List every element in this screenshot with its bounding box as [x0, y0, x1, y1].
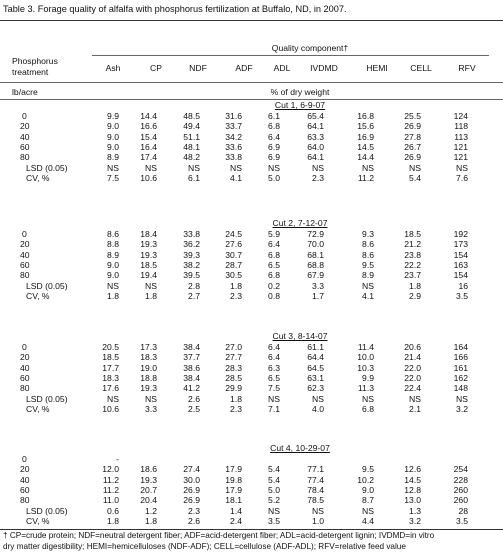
- cell-adf: 4.1: [230, 172, 242, 183]
- cell-rfv: 148: [453, 383, 468, 394]
- cell-ash: 8.6: [107, 229, 119, 239]
- cell-hemi: 4.4: [362, 515, 374, 526]
- cell-cell: 22.2: [404, 259, 421, 270]
- phosphorus-heading-line2: treatment: [12, 67, 49, 77]
- cell-ivdmd: 65.4: [307, 111, 324, 121]
- cell-hemi: 11.3: [357, 383, 374, 394]
- cell-adl: 6.4: [268, 352, 280, 363]
- column-header-adf: ADF: [235, 63, 253, 73]
- row-treatment: 0: [22, 342, 27, 352]
- cell-cell: NS: [409, 393, 421, 404]
- cell-adf: 30.7: [225, 249, 242, 260]
- cell-ndf: 2.5: [188, 403, 200, 414]
- cell-ndf: 26.9: [183, 495, 200, 506]
- row-treatment: 20: [20, 352, 30, 363]
- cell-ash: 1.8: [107, 515, 119, 526]
- row-treatment: 20: [20, 464, 30, 475]
- cell-ndf: 38.4: [183, 372, 200, 383]
- cell-adl: NS: [268, 162, 280, 173]
- cell-ivdmd: 1.0: [312, 515, 324, 526]
- cell-hemi: NS: [362, 280, 374, 291]
- cell-cp: 16.4: [140, 141, 157, 152]
- cell-adf: 29.9: [225, 383, 242, 394]
- cell-adf: 28.3: [225, 362, 242, 373]
- quality-component-underline: [92, 55, 489, 56]
- cell-hemi: 9.5: [362, 259, 374, 270]
- cell-cp: 18.5: [140, 259, 157, 270]
- cell-ivdmd: 77.1: [307, 464, 324, 475]
- quality-component-heading: Quality component†: [271, 43, 349, 53]
- row-treatment: 80: [20, 495, 30, 506]
- cell-ash: 9.0: [107, 270, 119, 281]
- row-treatment: 40: [20, 362, 30, 373]
- dry-weight-label: % of dry weight: [270, 87, 330, 97]
- cell-ash: 0.6: [107, 505, 119, 516]
- cell-ash: NS: [107, 162, 119, 173]
- cell-cp: 20.4: [140, 495, 157, 506]
- cell-cp: 17.4: [140, 152, 157, 163]
- cell-cell: 2.1: [409, 403, 421, 414]
- row-treatment: 60: [20, 141, 30, 152]
- cell-adf: 30.5: [225, 270, 242, 281]
- cell-cell: 1.3: [409, 505, 421, 516]
- cell-adf: 34.2: [225, 131, 242, 142]
- cell-ndf: 49.4: [183, 121, 200, 132]
- cell-ash: 17.7: [102, 362, 119, 373]
- row-treatment: 80: [20, 383, 30, 394]
- cell-rfv: 121: [453, 141, 468, 152]
- cell-hemi: 4.1: [362, 290, 374, 301]
- cell-rfv: 260: [453, 484, 468, 495]
- cell-rfv: 3.2: [456, 403, 468, 414]
- cell-adf: 17.9: [225, 464, 242, 475]
- row-treatment: 0: [22, 454, 27, 464]
- row-treatment: 60: [20, 372, 30, 383]
- footnote-line2: dry matter digestibility; HEMI=hemicelluloses (NDF-ADF); CELL=cellulose (ADF-ADL); RFV=relative feed value: [3, 542, 406, 551]
- row-treatment: 80: [20, 270, 30, 281]
- cell-ash: 17.6: [102, 383, 119, 394]
- cell-cp: 14.4: [140, 111, 157, 121]
- row-treatment: CV, %: [26, 172, 50, 183]
- cell-cell: 12.8: [404, 484, 421, 495]
- cell-ash: 9.0: [107, 131, 119, 142]
- cut-label: Cut 2, 7-12-07: [272, 218, 328, 228]
- cell-adl: 6.5: [268, 372, 280, 383]
- row-treatment: LSD (0.05): [26, 505, 68, 516]
- row-treatment: 60: [20, 484, 30, 495]
- cell-adf: NS: [230, 162, 242, 173]
- cell-adl: 6.3: [268, 362, 280, 373]
- cell-ndf: 39.5: [183, 270, 200, 281]
- cell-cell: 26.9: [404, 121, 421, 132]
- cell-ivdmd: 64.1: [307, 152, 324, 163]
- cell-rfv: 166: [453, 352, 468, 363]
- cell-ash: 7.5: [107, 172, 119, 183]
- cell-ndf: 26.9: [183, 484, 200, 495]
- cell-ash: 9.0: [107, 259, 119, 270]
- cell-cp: 19.3: [140, 239, 157, 250]
- cell-cp: 16.6: [140, 121, 157, 132]
- cell-ash: 9.9: [107, 111, 119, 121]
- row-treatment: 40: [20, 249, 30, 260]
- row-treatment: LSD (0.05): [26, 162, 68, 173]
- cell-adl: 6.5: [268, 259, 280, 270]
- cell-ash: 11.0: [102, 495, 119, 506]
- cell-cp: 19.3: [140, 474, 157, 485]
- cell-ivdmd: 64.0: [307, 141, 324, 152]
- column-header-ndf: NDF: [189, 63, 207, 73]
- row-treatment: 40: [20, 474, 30, 485]
- row-treatment: CV, %: [26, 515, 50, 526]
- cell-rfv: 154: [453, 249, 468, 260]
- cell-rfv: 118: [454, 121, 468, 132]
- cell-ivdmd: 64.5: [307, 362, 324, 373]
- cell-hemi: 16.9: [357, 131, 374, 142]
- cell-ash: 11.2: [102, 484, 119, 495]
- cell-cp: 3.3: [145, 403, 157, 414]
- cell-rfv: 3.5: [456, 515, 468, 526]
- row-treatment: 20: [20, 121, 30, 132]
- cell-rfv: 16: [458, 280, 468, 291]
- column-header-hemi: HEMI: [366, 63, 388, 73]
- cell-adl: 7.1: [268, 403, 280, 414]
- cell-hemi: 10.2: [357, 474, 374, 485]
- cell-ivdmd: 67.9: [307, 270, 324, 281]
- cell-cell: 2.9: [409, 290, 421, 301]
- cell-hemi: 11.2: [357, 172, 374, 183]
- cell-ash: 8.8: [107, 239, 119, 250]
- cell-ivdmd: 72.9: [307, 229, 324, 239]
- cell-adl: 5.4: [268, 474, 280, 485]
- cell-ndf: 48.2: [183, 152, 200, 163]
- cell-cell: 23.8: [404, 249, 421, 260]
- cell-adl: 0.2: [268, 280, 280, 291]
- cell-ivdmd: 63.1: [307, 372, 324, 383]
- row-treatment: 40: [20, 131, 30, 142]
- cell-cell: 12.6: [404, 464, 421, 475]
- row-treatment: CV, %: [26, 290, 50, 301]
- cell-ivdmd: 68.8: [307, 259, 324, 270]
- cell-ndf: 48.5: [183, 111, 200, 121]
- cell-cell: 25.5: [404, 111, 421, 121]
- cell-adl: 5.0: [268, 172, 280, 183]
- cell-cp: 19.4: [140, 270, 157, 281]
- cell-ndf: 39.3: [183, 249, 200, 260]
- cell-adl: 7.5: [268, 383, 280, 394]
- cell-cp: 18.6: [140, 464, 157, 475]
- cell-adl: 6.9: [268, 141, 280, 152]
- cell-hemi: NS: [362, 162, 374, 173]
- cell-rfv: 113: [454, 131, 468, 142]
- cell-ash: 9.0: [107, 121, 119, 132]
- cell-cell: 5.4: [409, 172, 421, 183]
- cell-ndf: 27.4: [183, 464, 200, 475]
- cell-cp: NS: [145, 393, 157, 404]
- cell-adf: 1.4: [230, 505, 242, 516]
- cell-adf: 2.3: [230, 403, 242, 414]
- cell-rfv: 161: [453, 362, 468, 373]
- cell-cp: 17.3: [140, 342, 157, 352]
- row-treatment: 80: [20, 152, 30, 163]
- cell-ndf: 2.6: [188, 515, 200, 526]
- cell-rfv: 154: [453, 270, 468, 281]
- cell-cell: 18.5: [404, 229, 421, 239]
- cell-cell: NS: [409, 162, 421, 173]
- cell-hemi: 10.0: [357, 352, 374, 363]
- cell-cp: 19.0: [140, 362, 157, 373]
- cell-hemi: 14.5: [357, 141, 374, 152]
- cell-ash: 1.8: [107, 290, 119, 301]
- cell-ash: -: [116, 454, 119, 464]
- cell-adf: 33.8: [225, 152, 242, 163]
- cell-adf: 31.6: [225, 111, 242, 121]
- cell-adl: 5.0: [268, 484, 280, 495]
- cell-adl: 6.9: [268, 152, 280, 163]
- column-header-ash: Ash: [105, 63, 121, 73]
- cell-ivdmd: 2.3: [312, 172, 324, 183]
- cell-ivdmd: 1.7: [312, 290, 324, 301]
- row-treatment: 20: [20, 239, 30, 250]
- cell-adf: 33.7: [225, 121, 242, 132]
- cell-ivdmd: 64.1: [307, 121, 324, 132]
- cell-ivdmd: 62.3: [307, 383, 324, 394]
- cell-hemi: 16.8: [357, 111, 374, 121]
- cell-cell: 26.7: [404, 141, 421, 152]
- cell-ivdmd: 64.4: [307, 352, 324, 363]
- cell-adl: 5.2: [268, 495, 280, 506]
- cell-ivdmd: 70.0: [307, 239, 324, 250]
- cell-adf: 19.8: [225, 474, 242, 485]
- cell-rfv: NS: [456, 162, 468, 173]
- cell-cp: 1.8: [145, 515, 157, 526]
- top-rule: [0, 20, 503, 21]
- cell-ash: 8.9: [107, 249, 119, 260]
- cell-cp: 18.4: [140, 229, 157, 239]
- unit-rule: [0, 99, 503, 100]
- column-header-adl: ADL: [273, 63, 291, 73]
- row-treatment: 60: [20, 259, 30, 270]
- cut-label: Cut 1, 6-9-07: [274, 100, 326, 110]
- cell-cp: 18.8: [140, 372, 157, 383]
- cell-adf: 2.3: [230, 290, 242, 301]
- cell-hemi: NS: [362, 505, 374, 516]
- cell-adl: 6.4: [268, 131, 280, 142]
- cell-adf: 33.6: [225, 141, 242, 152]
- row-treatment: CV, %: [26, 403, 50, 414]
- cell-ndf: 30.0: [183, 474, 200, 485]
- row-treatment: 0: [22, 229, 27, 239]
- column-header-rfv: RFV: [458, 63, 476, 73]
- cell-ivdmd: 78.5: [307, 495, 324, 506]
- cell-rfv: 164: [453, 342, 468, 352]
- cell-adl: 6.8: [268, 121, 280, 132]
- cell-rfv: 124: [453, 111, 468, 121]
- column-header-ivdmd: IVDMD: [310, 63, 338, 73]
- cell-rfv: 260: [453, 495, 468, 506]
- cell-adf: 27.7: [225, 352, 242, 363]
- cell-rfv: 121: [453, 152, 468, 163]
- cell-ash: 10.6: [102, 403, 119, 414]
- cell-cell: 26.9: [404, 152, 421, 163]
- cell-cell: 27.8: [404, 131, 421, 142]
- cell-hemi: 6.8: [362, 403, 374, 414]
- cell-cp: 19.3: [140, 383, 157, 394]
- cell-ash: NS: [107, 280, 119, 291]
- cell-hemi: 8.6: [362, 249, 374, 260]
- cell-hemi: 9.3: [362, 229, 374, 239]
- cell-ndf: 2.8: [188, 280, 200, 291]
- cell-adl: 6.4: [268, 342, 280, 352]
- cell-adf: 17.9: [225, 484, 242, 495]
- cell-ndf: 48.1: [183, 141, 200, 152]
- cell-cell: 14.5: [404, 474, 421, 485]
- cell-cell: 23.7: [404, 270, 421, 281]
- cell-ash: NS: [107, 393, 119, 404]
- cut-label: Cut 3, 8-14-07: [272, 331, 328, 341]
- cell-rfv: 3.5: [456, 290, 468, 301]
- header-rule: [0, 82, 503, 83]
- cell-adl: 6.8: [268, 270, 280, 281]
- cell-hemi: 8.9: [362, 270, 374, 281]
- cell-cp: 1.2: [145, 505, 157, 516]
- cell-ndf: 51.1: [183, 131, 200, 142]
- cell-adf: 28.5: [225, 372, 242, 383]
- cell-ivdmd: 78.4: [307, 484, 324, 495]
- cell-adl: 5.4: [268, 464, 280, 475]
- cell-cell: 20.6: [404, 342, 421, 352]
- cell-adf: 27.0: [225, 342, 242, 352]
- cell-rfv: 7.6: [456, 172, 468, 183]
- cell-rfv: 254: [453, 464, 468, 475]
- cell-rfv: 162: [453, 372, 468, 383]
- cell-hemi: 14.4: [357, 152, 374, 163]
- cell-cell: 1.8: [409, 280, 421, 291]
- cell-cell: 13.0: [404, 495, 421, 506]
- row-treatment: 0: [22, 111, 27, 121]
- cell-adl: 0.8: [268, 290, 280, 301]
- cell-adf: 1.8: [230, 393, 242, 404]
- cell-adl: 6.1: [268, 111, 280, 121]
- cell-ivdmd: 4.0: [312, 403, 324, 414]
- cell-cp: 1.8: [145, 290, 157, 301]
- cell-adf: 27.6: [225, 239, 242, 250]
- cell-ndf: 38.6: [183, 362, 200, 373]
- cell-ash: 11.2: [102, 474, 119, 485]
- cell-ivdmd: 68.1: [307, 249, 324, 260]
- cell-cell: 22.0: [404, 372, 421, 383]
- column-header-cp: CP: [150, 63, 162, 73]
- cell-adf: 2.4: [230, 515, 242, 526]
- cell-ndf: 41.2: [183, 383, 200, 394]
- footnote-line1: † CP=crude protein; NDF=neutral detergent fiber; ADF=acid-detergent fiber; ADL=acid-detergent lignin; IVDMD=in vitro: [3, 531, 435, 540]
- cell-ash: 12.0: [102, 464, 119, 475]
- cell-adf: 1.8: [230, 280, 242, 291]
- cell-cp: 19.3: [140, 249, 157, 260]
- cell-rfv: NS: [456, 393, 468, 404]
- cell-ivdmd: 63.3: [307, 131, 324, 142]
- cell-hemi: 9.5: [362, 464, 374, 475]
- cell-rfv: 192: [453, 229, 468, 239]
- cell-hemi: 10.3: [357, 362, 374, 373]
- bottom-rule: [0, 529, 503, 530]
- cell-ndf: 38.2: [183, 259, 200, 270]
- cell-ndf: 36.2: [183, 239, 200, 250]
- cell-rfv: 163: [453, 259, 468, 270]
- cell-rfv: 173: [453, 239, 468, 250]
- cell-cell: 22.0: [404, 362, 421, 373]
- cell-hemi: 9.9: [362, 372, 374, 383]
- cut-label: Cut 4, 10-29-07: [270, 443, 330, 453]
- cell-adl: 6.4: [268, 239, 280, 250]
- cell-ash: 18.5: [102, 352, 119, 363]
- cell-adf: 18.1: [225, 495, 242, 506]
- cell-ivdmd: 61.1: [307, 342, 324, 352]
- cell-ash: 18.3: [102, 372, 119, 383]
- column-header-cell: CELL: [410, 63, 432, 73]
- phosphorus-heading-line1: Phosphorus: [12, 56, 58, 66]
- cell-ndf: 38.4: [183, 342, 200, 352]
- cell-cell: 3.2: [409, 515, 421, 526]
- cell-cp: 10.6: [140, 172, 157, 183]
- cell-adl: 3.5: [268, 515, 280, 526]
- cell-cell: 22.4: [404, 383, 421, 394]
- cell-ivdmd: NS: [312, 393, 324, 404]
- cell-cp: NS: [145, 280, 157, 291]
- cell-cell: 21.4: [404, 352, 421, 363]
- cell-ivdmd: NS: [312, 162, 324, 173]
- row-treatment: LSD (0.05): [26, 393, 68, 404]
- cell-ash: 8.9: [107, 152, 119, 163]
- table-title: Table 3. Forage quality of alfalfa with phosphorus fertilization at Buffalo, ND, in 2007.: [3, 4, 347, 14]
- cell-hemi: 8.6: [362, 239, 374, 250]
- cell-hemi: NS: [362, 393, 374, 404]
- cell-hemi: 15.6: [357, 121, 374, 132]
- cell-ash: 20.5: [102, 342, 119, 352]
- cell-adf: 28.7: [225, 259, 242, 270]
- cell-adl: NS: [268, 505, 280, 516]
- cell-hemi: 9.0: [362, 484, 374, 495]
- cell-ndf: 2.7: [188, 290, 200, 301]
- cell-ndf: NS: [188, 162, 200, 173]
- cell-adl: 5.9: [268, 229, 280, 239]
- cell-ndf: 37.7: [183, 352, 200, 363]
- cell-ivdmd: 77.4: [307, 474, 324, 485]
- cell-cp: 18.3: [140, 352, 157, 363]
- cell-ndf: 2.3: [188, 505, 200, 516]
- unit-label: lb/acre: [12, 87, 38, 97]
- row-treatment: LSD (0.05): [26, 280, 68, 291]
- cell-hemi: 8.7: [362, 495, 374, 506]
- cell-rfv: 28: [458, 505, 468, 516]
- cell-adl: NS: [268, 393, 280, 404]
- cell-cp: NS: [145, 162, 157, 173]
- cell-ivdmd: 3.3: [312, 280, 324, 291]
- cell-ndf: 6.1: [188, 172, 200, 183]
- cell-cp: 20.7: [140, 484, 157, 495]
- cell-cell: 21.2: [404, 239, 421, 250]
- cell-cp: 15.4: [140, 131, 157, 142]
- cell-rfv: 228: [453, 474, 468, 485]
- cell-adf: 24.5: [225, 229, 242, 239]
- cell-ndf: 2.6: [188, 393, 200, 404]
- cell-hemi: 11.4: [357, 342, 374, 352]
- cell-ivdmd: NS: [312, 505, 324, 516]
- cell-ash: 9.0: [107, 141, 119, 152]
- cell-adl: 6.8: [268, 249, 280, 260]
- cell-ndf: 33.8: [183, 229, 200, 239]
